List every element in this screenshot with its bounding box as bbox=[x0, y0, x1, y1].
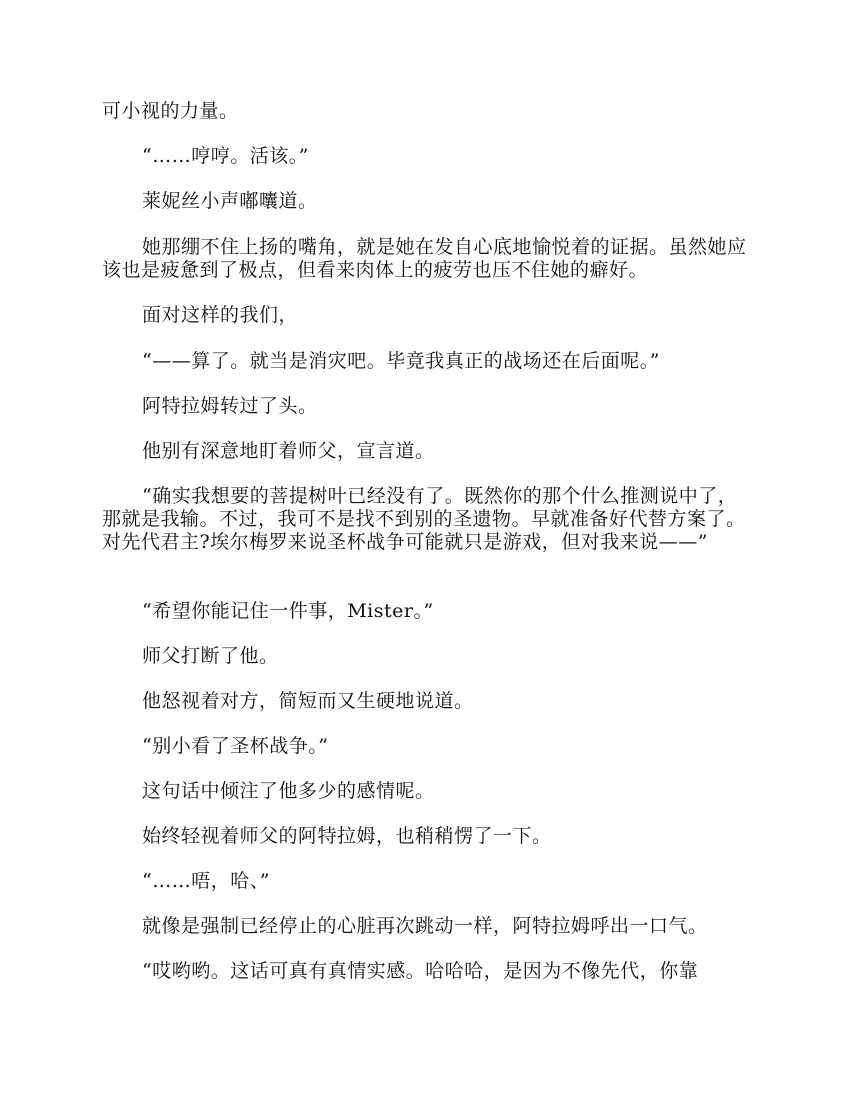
paragraph: 莱妮丝小声嘟囔道。 bbox=[142, 190, 318, 212]
paragraph: 她那绷不住上扬的嘴角，就是她在发自心底地愉悦着的证据。虽然她应该也是疲惫到了极点，但看来肉体上的疲劳也压不住她的癖好。 bbox=[102, 236, 747, 281]
paragraph-dialogue: “确实我想要的菩提树叶已经没有了。既然你的那个什么推测说中了，那就是我输。不过，我可不是找不到别的圣遗物。早就准备好代替方案了。对先代君主?埃尔梅罗来说圣杯战争可能就只是游戏，但对我来说——” bbox=[102, 485, 746, 553]
paragraph-dialogue: “——算了。就当是消灾吧。毕竟我真正的战场还在后面呢。” bbox=[142, 350, 660, 372]
paragraph: 师父打断了他。 bbox=[142, 645, 279, 667]
paragraph-dialogue: “希望你能记住一件事，Mister。” bbox=[142, 600, 434, 622]
paragraph-dialogue: “……哼哼。活该。” bbox=[142, 145, 309, 167]
paragraph-dialogue: “别小看了圣杯战争。” bbox=[142, 735, 329, 757]
paragraph: 他怒视着对方，简短而又生硬地说道。 bbox=[142, 690, 474, 712]
paragraph-continuation: 可小视的力量。 bbox=[102, 100, 239, 122]
paragraph: 阿特拉姆转过了头。 bbox=[142, 395, 318, 417]
paragraph: 他别有深意地盯着师父，宣言道。 bbox=[142, 440, 435, 462]
paragraph: 始终轻视着师父的阿特拉姆，也稍稍愣了一下。 bbox=[142, 825, 552, 847]
paragraph: 这句话中倾注了他多少的感情呢。 bbox=[142, 780, 435, 802]
paragraph: 就像是强制已经停止的心脏再次跳动一样，阿特拉姆呼出一口气。 bbox=[142, 915, 708, 937]
paragraph: 面对这样的我们， bbox=[142, 304, 299, 326]
paragraph-dialogue: “……唔，哈、” bbox=[142, 870, 270, 892]
paragraph-dialogue: “哎哟哟。这话可真有真情实感。哈哈哈，是因为不像先代，你靠 bbox=[142, 960, 699, 982]
